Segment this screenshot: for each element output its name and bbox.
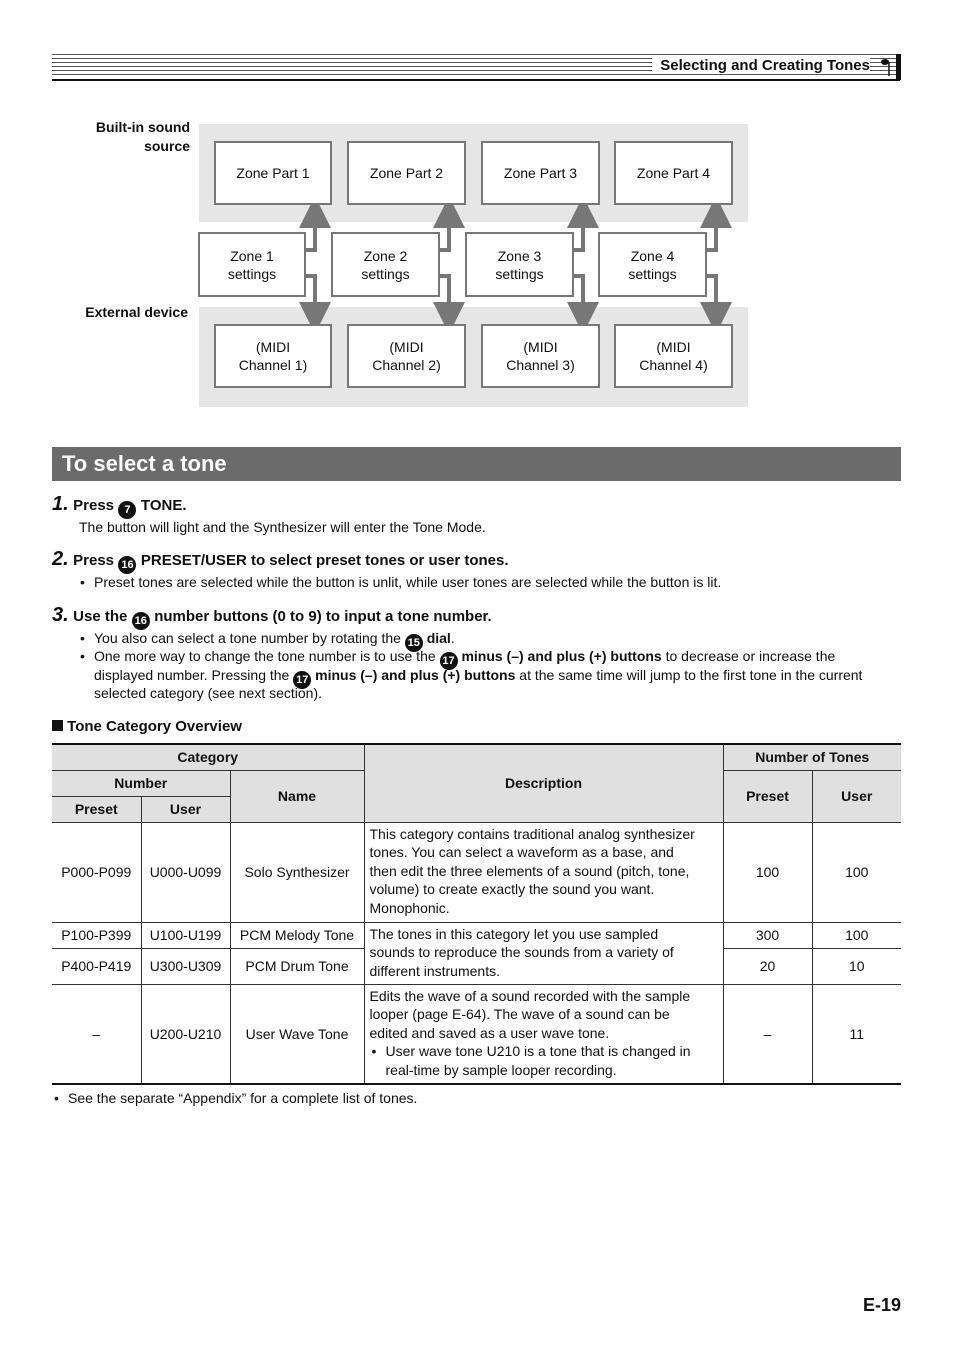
midi-line: Channel 2) bbox=[372, 357, 441, 373]
header-tones-user: User bbox=[812, 770, 901, 822]
bullet-dot: • bbox=[371, 1043, 377, 1059]
diagram-arrows bbox=[0, 0, 954, 420]
midi-line: Channel 4) bbox=[639, 357, 708, 373]
zone-part-3-box: Zone Part 3 bbox=[481, 141, 600, 205]
step-text: number buttons (0 to 9) to input a tone number. bbox=[154, 608, 492, 625]
desc-line: This category contains traditional analog synthesizer bbox=[369, 825, 695, 842]
step-text: Press bbox=[73, 497, 115, 514]
zone-settings-line: Zone 1 bbox=[230, 247, 274, 264]
cell-tones-preset: – bbox=[723, 984, 812, 1084]
zone-settings-line: Zone 4 bbox=[630, 247, 675, 264]
button-badge: 16 bbox=[118, 556, 136, 574]
cell-name: User Wave Tone bbox=[230, 984, 364, 1084]
overview-title: Tone Category Overview bbox=[67, 718, 242, 735]
header-preset: Preset bbox=[52, 796, 141, 822]
overview-heading bbox=[52, 718, 242, 735]
midi-line: (MIDI bbox=[523, 339, 558, 355]
bullet-dot: • bbox=[54, 1090, 59, 1106]
text: You also can select a tone number by rotating the bbox=[94, 630, 401, 646]
desc-line: sounds to reproduce the sounds from a variety of bbox=[369, 944, 674, 960]
square-bullet-icon bbox=[52, 720, 63, 731]
text: displayed number. Pressing the bbox=[94, 667, 290, 683]
bullet-dot: • bbox=[80, 648, 85, 664]
cell-tones-user: 10 bbox=[812, 948, 901, 984]
table-row bbox=[52, 922, 901, 948]
desc-line: User wave tone U210 is a tone that is changed in bbox=[385, 1043, 691, 1059]
midi-line: Channel 1) bbox=[238, 357, 308, 373]
header-description: Description bbox=[364, 744, 723, 822]
text: to decrease or increase the bbox=[665, 648, 836, 664]
step-text: TONE. bbox=[140, 497, 187, 514]
page-number: E-19 bbox=[862, 1295, 901, 1315]
midi-channel-4-box bbox=[614, 324, 733, 388]
step-text: PRESET/USER to select preset tones or user tones. bbox=[140, 552, 509, 569]
arrow-down-3 bbox=[573, 276, 583, 318]
header-title: Selecting and Creating Tones bbox=[652, 57, 870, 74]
cell-name: Solo Synthesizer bbox=[230, 822, 364, 922]
arrow-up-4 bbox=[706, 212, 716, 250]
button-badge: 15 bbox=[405, 634, 423, 652]
cell-tones-user: 100 bbox=[812, 922, 901, 948]
desc-line: volume) to create exactly the sound you want. bbox=[369, 881, 655, 897]
header-tones-preset: Preset bbox=[723, 770, 812, 822]
zone-4-settings-box bbox=[598, 232, 707, 297]
arrow-up-1 bbox=[305, 212, 315, 250]
arrow-down-4 bbox=[706, 276, 716, 318]
text: One more way to change the tone number is to use the bbox=[94, 648, 436, 664]
zone-settings-line: Zone 2 bbox=[363, 247, 408, 264]
bold-text: minus (–) and plus (+) buttons bbox=[461, 648, 662, 664]
cell-user: U300-U309 bbox=[141, 948, 230, 984]
cell-description bbox=[364, 822, 723, 922]
text: at the same time will jump to the first tone in the current bbox=[519, 667, 863, 683]
external-device-label: External device bbox=[85, 304, 188, 320]
cell-preset: – bbox=[52, 984, 141, 1084]
zone-2-settings-box bbox=[331, 232, 440, 297]
step-number: 3. bbox=[52, 604, 69, 626]
cell-preset: P000-P099 bbox=[52, 822, 141, 922]
bold-text: minus (–) and plus (+) buttons bbox=[315, 667, 516, 683]
midi-line: (MIDI bbox=[389, 339, 424, 355]
zone-part-4-box: Zone Part 4 bbox=[614, 141, 733, 205]
zone-settings-line: settings bbox=[628, 265, 677, 282]
step-3-heading bbox=[52, 604, 492, 630]
desc-line: real-time by sample looper recording. bbox=[385, 1061, 617, 1078]
zone-settings-line: settings bbox=[361, 265, 410, 282]
midi-line: (MIDI bbox=[255, 339, 291, 355]
table-row bbox=[52, 984, 901, 1084]
cell-name: PCM Drum Tone bbox=[230, 948, 364, 984]
text: . bbox=[450, 630, 455, 646]
desc-line: then edit the three elements of a sound (pitch, tone, bbox=[369, 862, 690, 879]
builtin-source-label: Built-in sound source bbox=[95, 119, 190, 154]
header-number-of-tones: Number of Tones bbox=[723, 744, 901, 770]
cell-description bbox=[364, 922, 723, 984]
header-number: Number bbox=[52, 770, 230, 796]
midi-channel-1-box bbox=[214, 324, 332, 388]
arrow-up-3 bbox=[573, 212, 583, 250]
zone-part-2-box: Zone Part 2 bbox=[347, 141, 466, 205]
desc-line: Edits the wave of a sound recorded with the sample bbox=[369, 987, 691, 1004]
midi-line: (MIDI bbox=[656, 339, 691, 355]
midi-channel-2-box bbox=[347, 324, 466, 388]
step-number: 1. bbox=[52, 493, 69, 515]
zone-settings-line: Zone 3 bbox=[497, 247, 542, 264]
button-badge: 7 bbox=[118, 501, 136, 519]
cell-tones-preset: 100 bbox=[723, 822, 812, 922]
section-title: To select a tone bbox=[52, 447, 901, 481]
arrow-down-1 bbox=[305, 276, 315, 318]
tone-category-table bbox=[52, 743, 901, 1085]
cell-preset: P100-P399 bbox=[52, 922, 141, 948]
bullet-dot: • bbox=[80, 630, 85, 646]
zone-settings-line: settings bbox=[495, 265, 544, 282]
step-text: Use the bbox=[73, 608, 128, 625]
button-badge: 17 bbox=[440, 652, 458, 670]
cell-user: U000-U099 bbox=[141, 822, 230, 922]
cell-tones-user: 100 bbox=[812, 822, 901, 922]
zone-settings-line: settings bbox=[227, 265, 277, 282]
cell-user: U200-U210 bbox=[141, 984, 230, 1084]
desc-line: edited and saved as a user wave tone. bbox=[369, 1024, 610, 1041]
cell-preset: P400-P419 bbox=[52, 948, 141, 984]
cell-tones-preset: 300 bbox=[723, 922, 812, 948]
step-1-heading bbox=[52, 493, 187, 519]
button-badge: 17 bbox=[293, 671, 311, 689]
bullet-dot: • bbox=[80, 574, 85, 590]
step-number: 2. bbox=[52, 548, 69, 570]
header-category: Category bbox=[52, 744, 364, 770]
midi-channel-3-box bbox=[481, 324, 600, 388]
step-text: Press bbox=[73, 552, 115, 569]
desc-line: looper (page E-64). The wave of a sound can be bbox=[369, 1006, 670, 1022]
arrow-down-2 bbox=[439, 276, 449, 318]
step-2-bullet: Preset tones are selected while the button is unlit, while user tones are selected while the button is lit. bbox=[94, 574, 722, 590]
desc-line: different instruments. bbox=[369, 962, 500, 979]
desc-line: The tones in this category let you use sampled bbox=[369, 925, 659, 942]
arrow-up-2 bbox=[439, 212, 449, 250]
desc-line: Monophonic. bbox=[369, 899, 450, 916]
zone-part-1-box: Zone Part 1 bbox=[214, 141, 332, 205]
table-row bbox=[52, 822, 901, 922]
cell-user: U100-U199 bbox=[141, 922, 230, 948]
footnote: See the separate “Appendix” for a complete list of tones. bbox=[68, 1090, 418, 1106]
step-2-heading bbox=[52, 548, 509, 574]
zone-1-settings-box bbox=[198, 232, 306, 297]
midi-line: Channel 3) bbox=[506, 357, 575, 373]
header-name: Name bbox=[230, 770, 364, 822]
header-user: User bbox=[141, 796, 230, 822]
desc-bullet bbox=[370, 1042, 718, 1079]
zone-3-settings-box bbox=[465, 232, 574, 297]
cell-tones-preset: 20 bbox=[723, 948, 812, 984]
step-1-description: The button will light and the Synthesizer will enter the Tone Mode. bbox=[79, 519, 486, 535]
cell-description bbox=[364, 984, 723, 1084]
desc-line: tones. You can select a waveform as a base, and bbox=[369, 844, 674, 860]
cell-name: PCM Melody Tone bbox=[230, 922, 364, 948]
step-3-bullet-2-line-3: selected category (see next section). bbox=[94, 685, 323, 701]
bold-text: dial bbox=[426, 630, 451, 646]
button-badge: 16 bbox=[132, 612, 150, 630]
cell-tones-user: 11 bbox=[812, 984, 901, 1084]
